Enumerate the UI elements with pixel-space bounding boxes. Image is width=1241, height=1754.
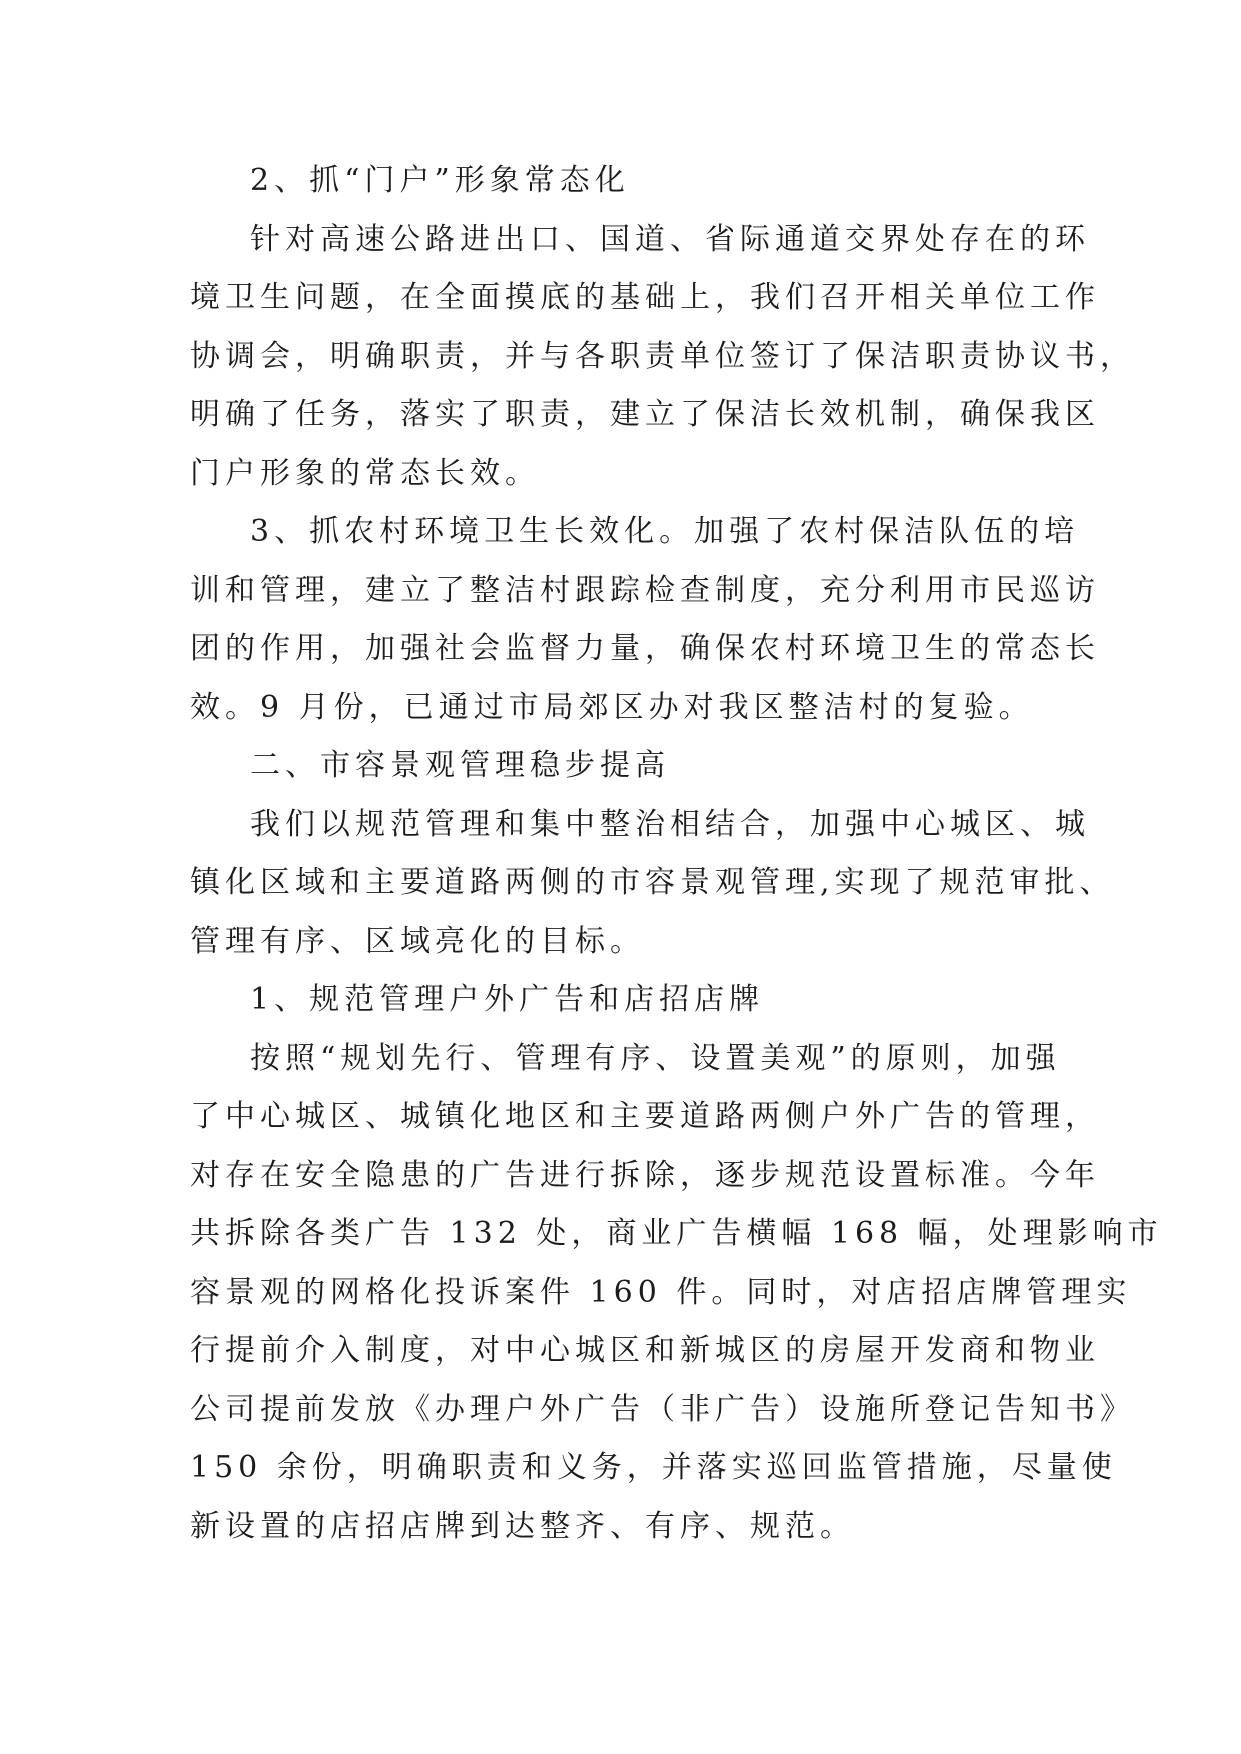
paragraph-line: 镇化区域和主要道路两侧的市容景观管理,实现了规范审批、 [190, 865, 1115, 900]
paragraph-line: 境卫生问题，在全面摸底的基础上，我们召开相关单位工作 [190, 280, 1100, 315]
paragraph-line: 了中心城区、城镇化地区和主要道路两侧户外广告的管理， [190, 1099, 1100, 1134]
paragraph-line: 对存在安全隐患的广告进行拆除，逐步规范设置标准。今年 [190, 1157, 1100, 1193]
paragraph-line: 公司提前发放《办理户外广告（非广告）设施所登记告知书》 [190, 1391, 1135, 1427]
section-heading-line: 二、市容景观管理稳步提高 [250, 748, 670, 783]
paragraph-line: 行提前介入制度，对中心城区和新城区的房屋开发商和物业 [190, 1333, 1100, 1368]
paragraph-line: 我们以规范管理和集中整治相结合，加强中心城区、城 [250, 806, 1090, 842]
paragraph-line: 协调会，明确职责，并与各职责单位签订了保洁职责协议书， [190, 338, 1135, 374]
paragraph-line: 门户形象的常态长效。 [190, 455, 540, 491]
document-body [190, 152, 1163, 1556]
paragraph-line: 明确了任务，落实了职责，建立了保洁长效机制，确保我区 [190, 397, 1100, 432]
paragraph-line: 3、抓农村环境卫生长效化。加强了农村保洁队伍的培 [250, 514, 1080, 549]
paragraph-line: 150 余份，明确职责和义务，并落实巡回监管措施，尽量使 [190, 1450, 1117, 1485]
paragraph-line: 管理有序、区域亮化的目标。 [190, 923, 645, 959]
paragraph-line: 共拆除各类广告 132 处，商业广告横幅 168 幅，处理影响市 [190, 1216, 1163, 1251]
paragraph-line: 按照“规划先行、管理有序、设置美观”的原则，加强 [250, 1040, 1061, 1076]
subheading-line: 1、规范管理户外广告和店招店牌 [250, 982, 765, 1017]
paragraph-line: 针对高速公路进出口、国道、省际通道交界处存在的环 [250, 221, 1090, 257]
paragraph-line: 训和管理，建立了整洁村跟踪检查制度，充分利用市民巡访 [190, 572, 1100, 608]
subheading-line: 2、抓“门户”形象常态化 [250, 163, 630, 198]
paragraph-line: 团的作用，加强社会监督力量，确保农村环境卫生的常态长 [190, 631, 1100, 666]
paragraph-line: 新设置的店招店牌到达整齐、有序、规范。 [190, 1508, 855, 1544]
paragraph-line: 容景观的网格化投诉案件 160 件。同时，对店招店牌管理实 [190, 1274, 1132, 1310]
paragraph-line: 效。9 月份，已通过市局郊区办对我区整洁村的复验。 [190, 689, 1034, 725]
